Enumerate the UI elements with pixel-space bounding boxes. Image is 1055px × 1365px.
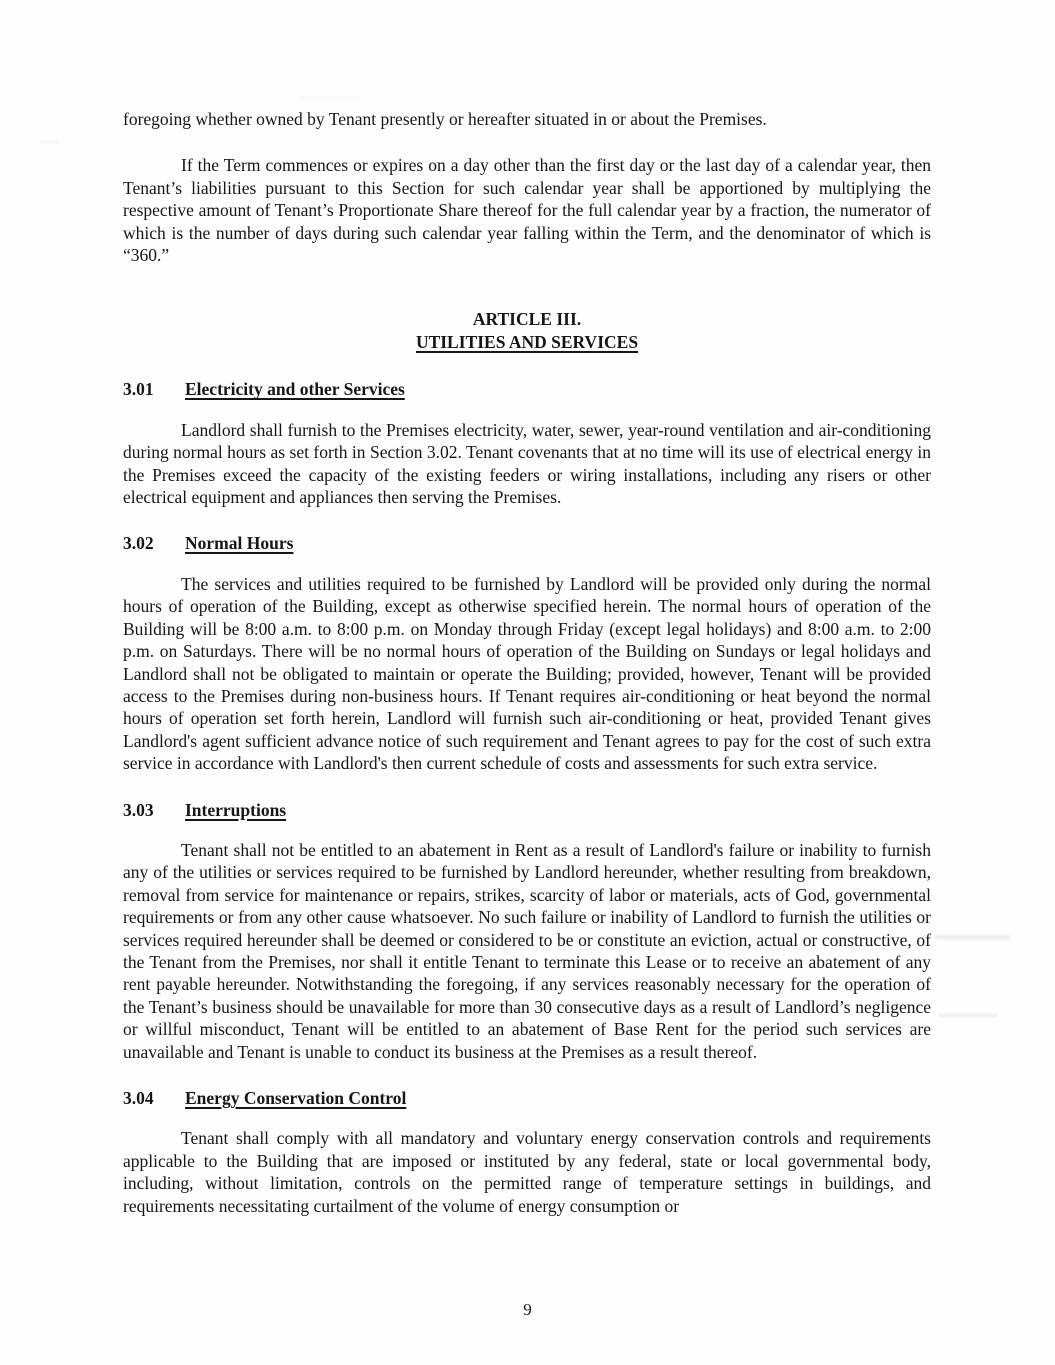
- scan-artifact: [40, 140, 58, 144]
- section-number: 3.04: [123, 1088, 154, 1108]
- section-number: 3.03: [123, 799, 154, 820]
- section-body-3-01: Landlord shall furnish to the Premises electricity, water, sewer, year-round ventilation and air-conditioning during normal hours as set forth in Section 3.02. Tenant covenants that at no time will its use of electrical energy in the Premises exceed the capacity of the existing feeders or wiring installations, including any risers or other electrical equipment and appliances then serving the Premises.: [123, 419, 931, 508]
- article-subtitle-row: [123, 331, 931, 354]
- scan-artifact: [938, 1014, 998, 1017]
- term-apportionment-paragraph: If the Term commences or expires on a day other than the first day or the last day of a calendar year, then Tenant’s liabilities pursuant to this Section for such calendar year shall be apportioned by multiplying the respective amount of Tenant’s Proportionate Share thereof for the full calendar year by a fraction, the numerator of which is the number of days during such calendar year falling within the Term, and the denominator of which is “360.”: [123, 155, 931, 266]
- section-title: Interruptions: [185, 799, 287, 820]
- section-heading-3-04: [123, 1087, 931, 1109]
- article-title: ARTICLE III.: [472, 309, 582, 330]
- continuation-paragraph: foregoing whether owned by Tenant presently or hereafter situated in or about the Premises.: [123, 109, 767, 129]
- page-number: 9: [523, 1299, 532, 1319]
- section-body-3-04: Tenant shall comply with all mandatory and voluntary energy conservation controls and requirements applicable to the Building that are imposed or instituted by any federal, state or local governmental body, including, without limitation, controls on the permitted range of temperature settings in buildings, and requirements necessitating curtailment of the volume of energy consumption or: [123, 1128, 931, 1216]
- section-title: Electricity and other Services: [185, 379, 405, 400]
- section-heading-3-02: [123, 532, 931, 554]
- scan-artifact: [300, 96, 360, 99]
- article-subtitle: UTILITIES AND SERVICES: [415, 332, 639, 353]
- section-heading-3-01: [123, 378, 931, 400]
- scan-artifact: [935, 935, 1010, 939]
- section-number: 3.01: [123, 379, 154, 400]
- section-body-3-02: The services and utilities required to be furnished by Landlord will be provided only during the normal hours of operation of the Building, except as otherwise specified herein. The normal hours of operation of the Building will be 8:00 a.m. to 8:00 p.m. on Monday through Friday (except legal holidays) and 8:00 a.m. to 2:00 p.m. on Saturdays. There will be no normal hours of operation of the Building on Sundays or legal holidays and Landlord shall not be obligated to maintain or operate the Building; provided, however, Tenant will be provided access to the Premises during non-business hours. If Tenant requires air-conditioning or heat beyond the normal hours of operation set forth herein, Landlord will furnish such air-conditioning or heat, provided Tenant gives Landlord's agent sufficient advance notice of such requirement and Tenant agrees to pay for the cost of such extra service in accordance with Landlord's then current schedule of costs and assessments for such extra service.: [123, 573, 931, 774]
- page-content: [123, 108, 931, 1217]
- section-heading-3-03: [123, 799, 931, 821]
- section-title: Energy Conservation Control: [185, 1088, 407, 1108]
- section-body-3-03: Tenant shall not be entitled to an abatement in Rent as a result of Landlord's failure or inability to furnish any of the utilities or services required to be furnished by Landlord hereunder, whether resulting from breakdown, removal from service for maintenance or repairs, strikes, scarcity of labor or materials, acts of God, governmental requirements or from any other cause whatsoever. No such failure or inability of Landlord to furnish the utilities or services required hereunder shall be deemed or considered to be or constitute an eviction, actual or constructive, of the Tenant from the Premises, nor shall it entitle Tenant to terminate this Lease or to receive an abatement of any rent payable hereunder. Notwithstanding the foregoing, if any services reasonably necessary for the operation of the Tenant’s business should be unavailable for more than 30 consecutive days as a result of Landlord’s negligence or willful misconduct, Tenant will be entitled to an abatement of Base Rent for the period such services are unavailable and Tenant is unable to conduct its business at the Premises as a result thereof.: [123, 839, 931, 1062]
- section-title: Normal Hours: [185, 533, 294, 554]
- section-number: 3.02: [123, 533, 154, 554]
